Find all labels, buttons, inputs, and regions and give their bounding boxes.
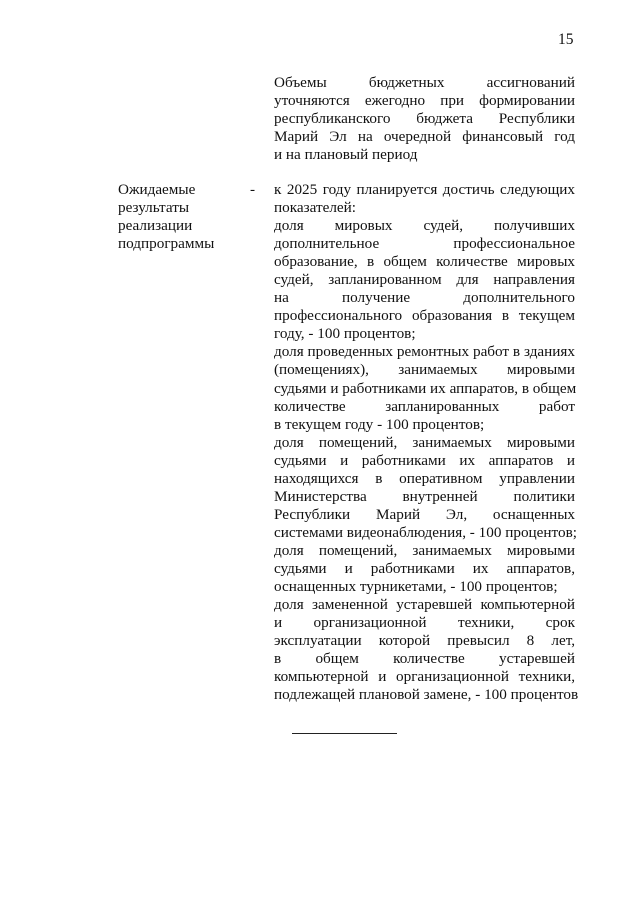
funding-note-line: Марий Эл на очередной финансовый год — [274, 128, 575, 146]
footer-rule — [292, 733, 397, 734]
expected-results-label-line: Ожидаемые — [118, 181, 196, 198]
expected-results-line: находящихся в оперативном управлении — [274, 469, 575, 487]
expected-results-line: судьями и работниками их аппаратов, в общем — [274, 379, 577, 397]
expected-results-line: доля помещений, занимаемых мировыми — [274, 541, 575, 559]
expected-results-line: судей, запланированном для направления — [274, 271, 575, 289]
expected-results-line: судьями и работниками их аппаратов, — [274, 559, 575, 577]
expected-results-line: доля мировых судей, получивших — [274, 217, 575, 235]
expected-results-line: компьютерной и организационной техники, — [274, 668, 575, 686]
funding-note-line: и на плановый период — [274, 146, 418, 164]
expected-results-line: образование, в общем количестве мировых — [274, 253, 575, 271]
funding-note-line: республиканского бюджета Республики — [274, 110, 575, 128]
expected-results-label-line: реализации — [118, 217, 193, 235]
expected-results-line: системами видеонаблюдения, - 100 процентов; — [274, 523, 577, 541]
funding-note-line: уточняются ежегодно при формировании — [274, 92, 575, 110]
expected-results-line: в общем количестве устаревшей — [274, 650, 575, 668]
row-dash: - — [250, 181, 256, 198]
expected-results-line: Республики Марий Эл, оснащенных — [274, 505, 575, 523]
funding-note-text — [274, 74, 575, 164]
expected-results-line: эксплуатации которой превысил 8 лет, — [274, 632, 575, 650]
expected-results-line: году, - 100 процентов; — [274, 325, 416, 343]
expected-results-line: профессионального образования в текущем — [274, 307, 575, 325]
expected-results-line: количестве запланированных работ — [274, 397, 575, 415]
expected-results-line: (помещениях), занимаемых мировыми — [274, 361, 575, 379]
expected-results-line: доля проведенных ремонтных работ в зданиях — [274, 343, 575, 361]
expected-results-line: доля замененной устаревшей компьютерной — [274, 596, 575, 614]
expected-results-line: доля помещений, занимаемых мировыми — [274, 433, 575, 451]
expected-results-text — [274, 181, 579, 704]
expected-results-line: Министерства внутренней политики — [274, 487, 575, 505]
expected-results-label-line: результаты — [118, 199, 190, 217]
expected-results-line: судьями и работниками их аппаратов и — [274, 451, 575, 469]
expected-results-line: на получение дополнительного — [274, 289, 575, 307]
expected-results-label-line: подпрограммы — [118, 235, 215, 253]
expected-results-line: к 2025 году планируется достичь следующих — [274, 181, 575, 198]
funding-note-line: Объемы бюджетных ассигнований — [274, 74, 575, 91]
expected-results-line: и организационной техники, срок — [274, 614, 575, 632]
expected-results-line: подлежащей плановой замене, - 100 процентов — [274, 686, 579, 704]
expected-results-line: показателей: — [274, 199, 357, 217]
expected-results-label — [118, 181, 238, 253]
expected-results-line: дополнительное профессиональное — [274, 235, 575, 253]
expected-results-line: в текущем году - 100 процентов; — [274, 415, 485, 433]
expected-results-line: оснащенных турникетами, - 100 процентов; — [274, 578, 558, 596]
page-number: 15 — [558, 31, 574, 48]
